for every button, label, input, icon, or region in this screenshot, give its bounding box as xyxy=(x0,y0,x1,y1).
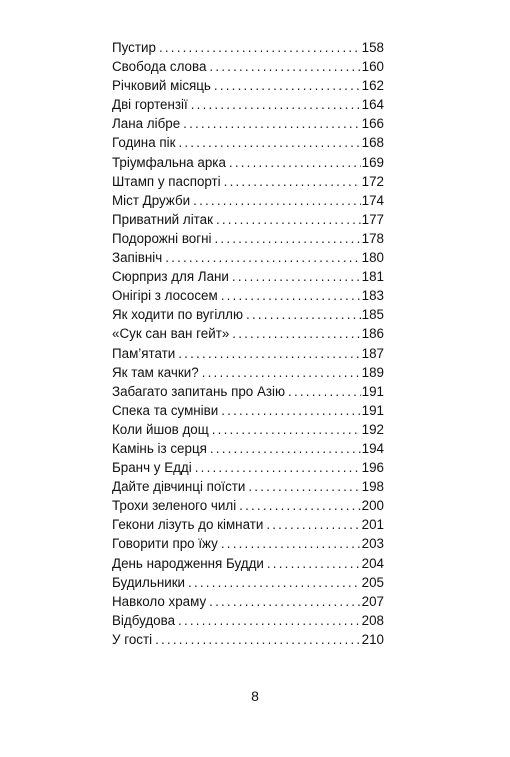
toc-entry[interactable] xyxy=(112,286,384,305)
toc-entry-title: Година пік xyxy=(112,135,176,151)
toc-entry-title: День народження Будди xyxy=(112,555,264,571)
toc-entry-page: 191 xyxy=(361,402,384,418)
toc-dot-leader xyxy=(221,534,361,553)
toc-entry-title: Пам’ятати xyxy=(112,345,176,361)
toc-entry[interactable] xyxy=(112,114,384,133)
page-number: 8 xyxy=(251,688,259,704)
toc-entry[interactable] xyxy=(112,191,384,210)
toc-entry-title: Будильники xyxy=(112,574,186,590)
toc-entry-title: Лана лібре xyxy=(112,116,181,132)
toc-entry-page: 166 xyxy=(361,116,384,132)
toc-dot-leader xyxy=(266,515,360,534)
toc-entry-title: Як там качки? xyxy=(112,364,199,380)
toc-entry[interactable] xyxy=(112,401,384,420)
toc-entry[interactable] xyxy=(112,592,384,611)
toc-entry[interactable] xyxy=(112,515,384,534)
toc-entry-page: 186 xyxy=(361,326,384,342)
toc-entry-page: 203 xyxy=(361,536,384,552)
toc-entry-title: Коли йшов дощ xyxy=(112,421,209,437)
toc-entry-page: 169 xyxy=(361,154,384,170)
toc-entry[interactable] xyxy=(112,324,384,343)
toc-entry-title: Трохи зеленого чилі xyxy=(112,498,237,514)
toc-entry[interactable] xyxy=(112,363,384,382)
toc-entry-title: Навколо храму xyxy=(112,593,207,609)
toc-entry[interactable] xyxy=(112,458,384,477)
toc-entry[interactable] xyxy=(112,554,384,573)
toc-entry-title: Приватний літак xyxy=(112,211,213,227)
toc-entry-page: 183 xyxy=(361,288,384,304)
toc-dot-leader xyxy=(229,153,361,172)
toc-dot-leader xyxy=(183,114,361,133)
toc-entry-page: 164 xyxy=(361,97,384,113)
toc-entry-title: Запівніч xyxy=(112,250,163,266)
toc-entry-title: Сюрприз для Лани xyxy=(112,269,229,285)
toc-entry-page: 174 xyxy=(361,192,384,208)
toc-entry[interactable] xyxy=(112,153,384,172)
toc-entry-title: Камінь із серця xyxy=(112,440,207,456)
toc-entry[interactable] xyxy=(112,344,384,363)
toc-dot-leader xyxy=(216,210,361,229)
toc-entry[interactable] xyxy=(112,382,384,401)
toc-dot-leader xyxy=(159,38,361,57)
toc-entry[interactable] xyxy=(112,133,384,152)
toc-dot-leader xyxy=(193,191,361,210)
toc-dot-leader xyxy=(191,95,361,114)
toc-entry[interactable] xyxy=(112,305,384,324)
toc-entry[interactable] xyxy=(112,57,384,76)
toc-dot-leader xyxy=(178,344,360,363)
toc-dot-leader xyxy=(267,554,361,573)
toc-dot-leader xyxy=(155,630,361,649)
toc-entry-page: 180 xyxy=(361,250,384,266)
toc-entry-title: У гості xyxy=(112,631,153,647)
toc-entry[interactable] xyxy=(112,172,384,191)
toc-entry[interactable] xyxy=(112,248,384,267)
toc-dot-leader xyxy=(209,592,360,611)
toc-dot-leader xyxy=(178,133,360,152)
toc-entry[interactable] xyxy=(112,95,384,114)
toc-entry-page: 189 xyxy=(361,364,384,380)
toc-entry-title: Як ходити по вугіллю xyxy=(112,307,244,323)
toc-entry[interactable] xyxy=(112,477,384,496)
toc-entry-page: 191 xyxy=(361,383,384,399)
toc-entry-title: Бранч у Едді xyxy=(112,460,192,476)
toc-dot-leader xyxy=(288,382,361,401)
toc-entry-page: 208 xyxy=(361,612,384,628)
toc-entry[interactable] xyxy=(112,420,384,439)
toc-entry-title: Річковий місяць xyxy=(112,78,211,94)
toc-entry-page: 181 xyxy=(361,269,384,285)
toc-entry-page: 204 xyxy=(361,555,384,571)
toc-entry-title: Спека та сумніви xyxy=(112,402,219,418)
toc-entry-title: Онігірі з лососем xyxy=(112,288,218,304)
toc-dot-leader xyxy=(188,573,361,592)
toc-entry[interactable] xyxy=(112,630,384,649)
toc-entry-title: Свобода слова xyxy=(112,59,207,75)
toc-dot-leader xyxy=(248,477,360,496)
toc-dot-leader xyxy=(210,439,361,458)
toc-entry-page: 178 xyxy=(361,230,384,246)
toc-entry-title: Дайте дівчинці поїсти xyxy=(112,479,246,495)
toc-dot-leader xyxy=(224,172,361,191)
toc-entry-page: 192 xyxy=(361,421,384,437)
toc-entry[interactable] xyxy=(112,573,384,592)
toc-entry[interactable] xyxy=(112,534,384,553)
toc-entry-page: 177 xyxy=(361,211,384,227)
toc-dot-leader xyxy=(178,611,361,630)
toc-entry-page: 198 xyxy=(361,479,384,495)
toc-entry[interactable] xyxy=(112,267,384,286)
toc-entry[interactable] xyxy=(112,496,384,515)
toc-entry[interactable] xyxy=(112,439,384,458)
toc-entry-page: 205 xyxy=(361,574,384,590)
toc-entry-page: 162 xyxy=(361,78,384,94)
toc-entry-title: Тріумфальна арка xyxy=(112,154,226,170)
toc-entry-title: Дві гортензії xyxy=(112,97,188,113)
toc-entry-title: Відбудова xyxy=(112,612,176,628)
toc-entry[interactable] xyxy=(112,611,384,630)
toc-dot-leader xyxy=(221,286,361,305)
toc-dot-leader xyxy=(195,458,361,477)
toc-entry-title: «Сук сан ван гейт» xyxy=(112,326,230,342)
toc-dot-leader xyxy=(202,363,361,382)
toc-entry-title: Подорожні вогні xyxy=(112,230,212,246)
toc-entry-page: 207 xyxy=(361,593,384,609)
toc-entry-title: Гекони лізуть до кімнати xyxy=(112,517,264,533)
toc-entry-title: Штамп у паспорті xyxy=(112,173,221,189)
toc-entry-title: Пустир xyxy=(112,40,156,55)
toc-entry[interactable] xyxy=(112,76,384,95)
toc-entry-page: 160 xyxy=(361,59,384,75)
toc-dot-leader xyxy=(239,496,360,515)
toc-dot-leader xyxy=(215,229,361,248)
toc-entry-page: 196 xyxy=(361,460,384,476)
toc-entry[interactable] xyxy=(112,229,384,248)
toc-entry[interactable] xyxy=(112,210,384,229)
toc-entry-page: 210 xyxy=(361,631,384,647)
toc-entry-page: 201 xyxy=(361,517,384,533)
toc-entry-page: 185 xyxy=(361,307,384,323)
toc-dot-leader xyxy=(221,401,360,420)
toc-dot-leader xyxy=(232,267,361,286)
toc-entry-page: 172 xyxy=(361,173,384,189)
toc-entry-page: 168 xyxy=(361,135,384,151)
toc-dot-leader xyxy=(214,76,361,95)
toc-entry-title: Забагато запитань про Азію xyxy=(112,383,286,399)
toc-entry-page: 200 xyxy=(361,498,384,514)
toc-dot-leader xyxy=(232,324,360,343)
table-of-contents xyxy=(112,38,384,649)
toc-entry-page: 187 xyxy=(361,345,384,361)
toc-dot-leader xyxy=(246,305,361,324)
toc-dot-leader xyxy=(165,248,360,267)
toc-entry-title: Говорити про їжу xyxy=(112,536,218,552)
toc-dot-leader xyxy=(212,420,361,439)
toc-entry-page: 194 xyxy=(361,440,384,456)
toc-entry-page: 158 xyxy=(361,40,384,55)
toc-entry[interactable] xyxy=(112,38,384,57)
toc-entry-title: Міст Дружби xyxy=(112,192,191,208)
toc-dot-leader xyxy=(209,57,360,76)
